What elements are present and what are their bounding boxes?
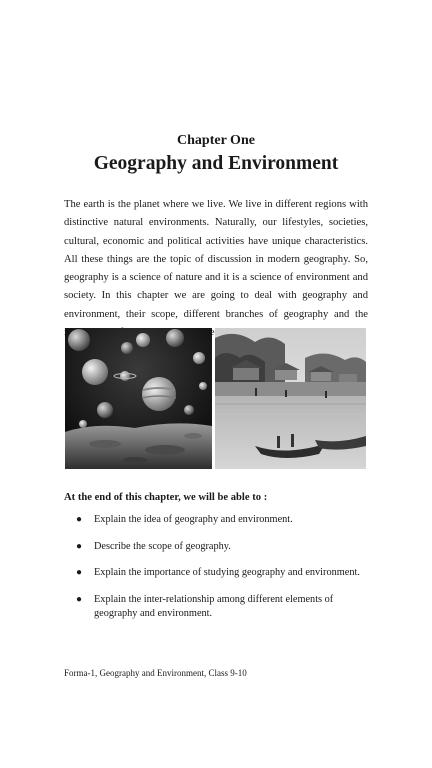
- list-item: [74, 566, 364, 580]
- chapter-title: Geography and Environment: [93, 153, 339, 174]
- riverside-village-photo: [215, 328, 366, 469]
- objectives-heading: At the end of this chapter, we will be able to :: [64, 492, 268, 503]
- bullet-icon: ●: [76, 593, 83, 605]
- chapter-label: Chapter One: [177, 133, 255, 148]
- list-item: [74, 540, 364, 554]
- list-item-text: Explain the inter-relationship among different elements of geography and environment.: [94, 593, 334, 619]
- list-item: [74, 593, 364, 621]
- bullet-icon: ●: [76, 540, 83, 552]
- list-item: [74, 513, 364, 527]
- objectives-list: [74, 513, 364, 633]
- list-item-text: Explain the importance of studying geography and environment.: [94, 567, 360, 578]
- bullet-icon: ●: [76, 567, 83, 578]
- list-item-text: Describe the scope of geography.: [94, 540, 231, 552]
- list-item-text: Explain the idea of geography and environment.: [94, 514, 293, 525]
- bullet-icon: ●: [76, 514, 83, 525]
- planets-illustration: [65, 328, 212, 469]
- page-footer: Forma-1, Geography and Environment, Class 9-10: [64, 668, 247, 678]
- intro-paragraph: The earth is the planet where we live. We live in different regions with distinctive natural environments. Naturally, our lifestyles, societies, cultural, economic and political activities have unique characteristics. All these things are the topic of discussion in modern geography. So, geography is a science of nature and it is a science of environment and society. In this chapter we are going to deal with geography and environment, their scope, different branches of geography and the: [64, 199, 368, 320]
- figure-row: [65, 328, 368, 469]
